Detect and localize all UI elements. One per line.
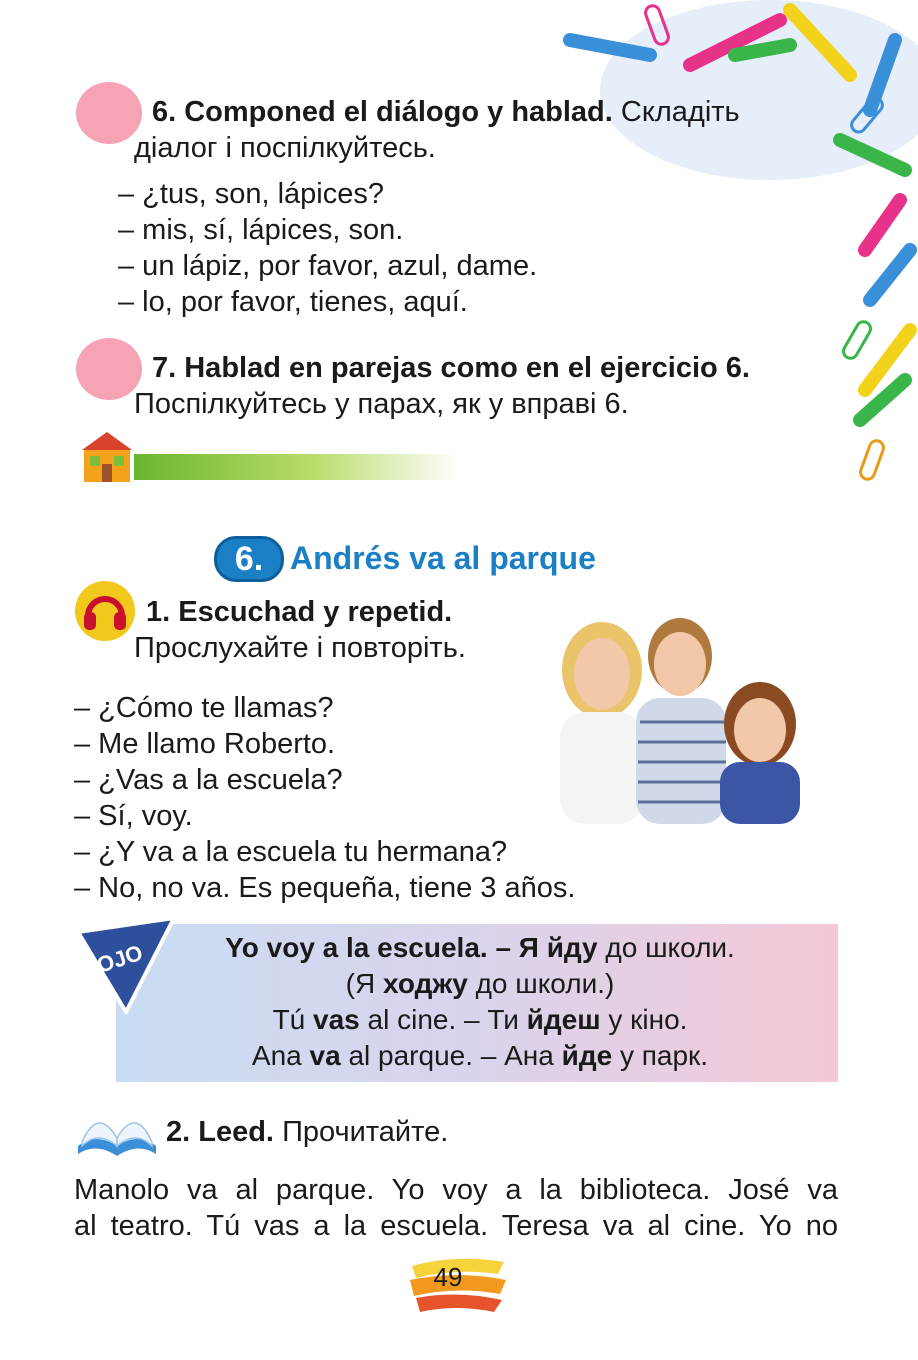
ojo-badge-label: OJO (93, 939, 146, 978)
kids-icon (76, 338, 142, 400)
ojo-line-1 (170, 930, 790, 966)
ojo-text: у кіно. (600, 1004, 688, 1035)
exercise-1-line: – ¿Cómo te llamas? (74, 692, 334, 724)
exercise-1-line: – ¿Y va a la escuela tu hermana? (74, 836, 508, 868)
ojo-text: ходжу (382, 968, 468, 999)
headphones-icon (74, 580, 136, 642)
kids-icon (76, 82, 142, 144)
ojo-text: al parque. – Ана (340, 1040, 562, 1071)
exercise-2-title (166, 1114, 448, 1150)
ojo-text: у парк. (612, 1040, 709, 1071)
exercise-6-line: – un lápiz, por favor, azul, dame. (118, 250, 538, 282)
exercise-1-line: – No, no va. Es pequeña, tiene 3 años. (74, 872, 576, 904)
exercise-1-line: – Me llamo Roberto. (74, 728, 336, 760)
exercise-1-subtitle: Прослухайте і повторіть. (134, 632, 466, 664)
pencils-illustration (540, 0, 918, 510)
ojo-text: Yo voy a la escuela. – Я (225, 932, 547, 963)
ojo-text: йде (561, 1040, 613, 1071)
ojo-text: йду (546, 932, 598, 963)
ojo-text: йдеш (526, 1004, 601, 1035)
reading-text-line: Manolo va al parque. Yo voy a la biblioteca. José va (74, 1174, 838, 1206)
reading-text-line: al teatro. Tú vas a la escuela. Teresa va al cine. Yo no (74, 1210, 838, 1242)
ojo-badge (74, 916, 178, 1014)
ojo-text: до школи. (597, 932, 735, 963)
exercise-2-title-es: 2. Leed. (166, 1116, 274, 1148)
ojo-text: Ana (251, 1040, 310, 1071)
ojo-text: al cine. – Ти (359, 1004, 527, 1035)
ojo-text: Tú (272, 1004, 314, 1035)
exercise-7-title: 7. Hablad en parejas como en el ejercicio 6. (152, 352, 750, 384)
page-number: 49 (433, 1262, 463, 1292)
ojo-line-4 (170, 1038, 790, 1074)
ojo-line-3 (170, 1002, 790, 1038)
exercise-7-subtitle: Поспілкуйтесь у парах, як у вправі 6. (134, 388, 629, 420)
ojo-line-2 (170, 966, 790, 1002)
lesson-number-badge: 6. (214, 536, 284, 582)
exercise-6-line: – lo, por favor, tienes, aquí. (118, 286, 468, 318)
exercise-6-line: – mis, sí, lápices, son. (118, 214, 404, 246)
exercise-1-line: – Sí, voy. (74, 800, 193, 832)
ojo-text: (Я (345, 968, 383, 999)
ojo-text: vas (313, 1004, 360, 1035)
exercise-6-subtitle: діалог і поспілкуйтесь. (134, 132, 436, 164)
lesson-title: Andrés va al parque (290, 540, 596, 576)
ojo-text: до школи.) (467, 968, 615, 999)
exercise-2-title-uk: Прочитайте. (282, 1116, 449, 1148)
exercise-6-line: – ¿tus, son, lápices? (118, 178, 384, 210)
exercise-1-line: – ¿Vas a la escuela? (74, 764, 343, 796)
exercise-6-title-uk: Складіть (620, 96, 740, 128)
open-book-icon (74, 1102, 160, 1158)
kids-photo (540, 612, 816, 824)
house-icon (78, 430, 136, 484)
exercise-6-title-es: 6. Componed el diálogo y hablad. (152, 96, 613, 128)
section-divider (134, 454, 459, 480)
ojo-text: va (309, 1040, 341, 1071)
exercise-6-title (152, 94, 740, 130)
exercise-1-title: 1. Escuchad y repetid. (146, 596, 453, 628)
